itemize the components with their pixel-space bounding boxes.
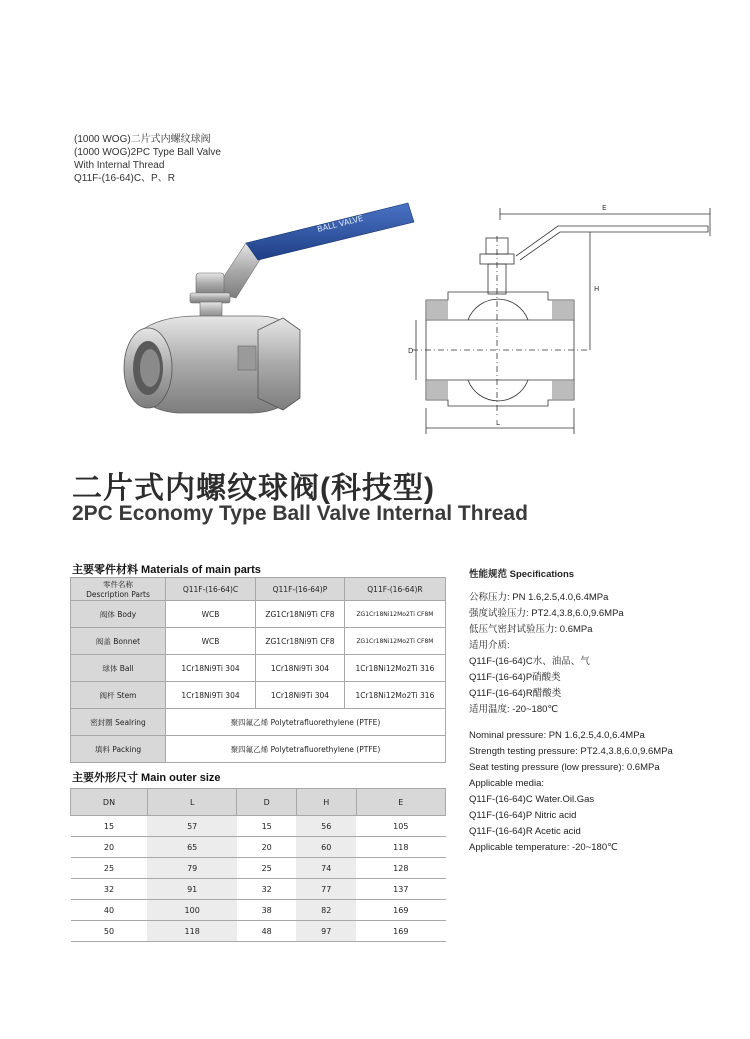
dim-label-l: L [496, 419, 500, 427]
spec-line: Applicable media: [469, 778, 544, 789]
table-cell: 25 [71, 858, 148, 879]
product-caption [74, 133, 221, 185]
valve-handle [213, 203, 414, 298]
dim-header: E [356, 789, 445, 816]
spec-line: Q11F-(16-64)R Acetic acid [469, 826, 581, 837]
dim-label-h: H [594, 285, 600, 293]
table-cell: 1Cr18Ni9Ti 304 [256, 655, 345, 682]
spec-line: 公称压力: PN 1.6,2.5,4.0,6.4MPa [469, 592, 609, 603]
table-cell: 65 [147, 837, 236, 858]
table-cell: 32 [71, 879, 148, 900]
spec-line: 低压气密封试验压力: 0.6MPa [469, 624, 593, 635]
table-cell: 1Cr18Ni9Ti 304 [166, 655, 256, 682]
table-cell: 100 [147, 900, 236, 921]
spec-line: Strength testing pressure: PT2.4,3.8,6.0,9.6MPa [469, 746, 673, 757]
table-row [71, 879, 446, 900]
dim-header: D [237, 789, 297, 816]
table-row [71, 628, 446, 655]
spec-line: Q11F-(16-64)C水、油品、气 [469, 656, 590, 667]
outer-size-title: 主要外形尺寸 Main outer size [72, 772, 221, 784]
table-cell: 91 [147, 879, 236, 900]
table-cell: 137 [356, 879, 445, 900]
row-label: 球体 Ball [71, 655, 166, 682]
table-row [71, 900, 446, 921]
spec-line: Q11F-(16-64)R醋酸类 [469, 688, 562, 699]
table-row [71, 655, 446, 682]
materials-table [70, 577, 446, 763]
spec-line: 适用介质: [469, 640, 510, 651]
table-cell: 105 [356, 816, 445, 837]
table-cell: 1Cr18Ni9Ti 304 [166, 682, 256, 709]
valve-section-drawing [408, 196, 728, 438]
specifications-en [469, 728, 673, 856]
spec-line: Q11F-(16-64)C Water.Oil.Gas [469, 794, 595, 805]
outer-size-table [70, 788, 446, 942]
table-cell: 169 [356, 900, 445, 921]
table-cell: 25 [237, 858, 297, 879]
table-row [71, 601, 446, 628]
materials-header-col: Q11F-(16-64)P [256, 578, 345, 601]
specifications-cn [469, 590, 624, 718]
caption-line: (1000 WOG)二片式内螺纹球阀 [74, 134, 211, 145]
spec-line: Q11F-(16-64)P Nitric acid [469, 810, 577, 821]
materials-header-desc [71, 578, 166, 601]
handle-text: BALL VALVE [316, 213, 365, 234]
table-cell: 128 [356, 858, 445, 879]
row-label: 阀体 Body [71, 601, 166, 628]
caption-line: (1000 WOG)2PC Type Ball Valve [74, 147, 221, 158]
table-cell: ZG1Cr18Ni9Ti CF8 [256, 601, 345, 628]
table-cell: WCB [166, 601, 256, 628]
dim-header: DN [71, 789, 148, 816]
row-label: 阀杆 Stem [71, 682, 166, 709]
table-cell: 聚四氟乙烯 Polytetrafluorethylene (PTFE) [166, 709, 446, 736]
table-row [71, 709, 446, 736]
table-cell: 57 [147, 816, 236, 837]
table-cell: 20 [71, 837, 148, 858]
page-title-cn: 二片式内螺纹球阀(科技型) [72, 472, 435, 505]
materials-title: 主要零件材料 Materials of main parts [72, 564, 261, 576]
table-cell: ZG1Cr18Ni12Mo2Ti CF8M [344, 601, 445, 628]
table-row [71, 816, 446, 837]
materials-header-col: Q11F-(16-64)R [344, 578, 445, 601]
table-cell: 169 [356, 921, 445, 942]
table-cell: 118 [147, 921, 236, 942]
table-cell: WCB [166, 628, 256, 655]
page-title-en: 2PC Economy Type Ball Valve Internal Thread [72, 502, 528, 525]
spec-line: 适用温度: -20~180℃ [469, 704, 559, 715]
table-cell: 38 [237, 900, 297, 921]
table-cell: 32 [237, 879, 297, 900]
table-row [71, 837, 446, 858]
dim-label-e: E [602, 204, 607, 212]
dim-label-d: D [408, 347, 414, 355]
table-cell: 1Cr18Ni9Ti 304 [256, 682, 345, 709]
table-row [71, 682, 446, 709]
dim-header: H [296, 789, 356, 816]
dim-header: L [147, 789, 236, 816]
spec-line: Q11F-(16-64)P硝酸类 [469, 672, 561, 683]
caption-line: With Internal Thread [74, 160, 165, 171]
ball-valve-photo [118, 198, 428, 428]
row-label: 填料 Packing [71, 736, 166, 763]
spec-line: Nominal pressure: PN 1.6,2.5,4.0,6.4MPa [469, 730, 645, 741]
table-cell: 15 [237, 816, 297, 837]
spec-line: Seat testing pressure (low pressure): 0.6MPa [469, 762, 660, 773]
table-cell: ZG1Cr18Ni9Ti CF8 [256, 628, 345, 655]
header-desc-cn: 零件名称 [103, 580, 133, 589]
spec-line: Applicable temperature: -20~180℃ [469, 842, 618, 853]
table-row [71, 858, 446, 879]
specifications-title: 性能规范 Specifications [469, 569, 575, 580]
row-label: 密封圈 Sealring [71, 709, 166, 736]
table-cell: ZG1Cr18Ni12Mo2Ti CF8M [344, 628, 445, 655]
table-cell: 40 [71, 900, 148, 921]
header-desc-en: Description Parts [86, 590, 150, 599]
table-cell: 77 [296, 879, 356, 900]
table-cell: 118 [356, 837, 445, 858]
table-cell: 1Cr18Ni12Mo2Ti 316 [344, 655, 445, 682]
table-cell: 74 [296, 858, 356, 879]
materials-header-col: Q11F-(16-64)C [166, 578, 256, 601]
table-row [71, 736, 446, 763]
table-cell: 50 [71, 921, 148, 942]
caption-line: Q11F-(16-64)C、P、R [74, 173, 175, 184]
table-cell: 聚四氟乙烯 Polytetrafluorethylene (PTFE) [166, 736, 446, 763]
table-cell: 82 [296, 900, 356, 921]
table-cell: 79 [147, 858, 236, 879]
table-cell: 20 [237, 837, 297, 858]
table-cell: 97 [296, 921, 356, 942]
row-label: 阀盖 Bonnet [71, 628, 166, 655]
table-cell: 48 [237, 921, 297, 942]
table-row [71, 921, 446, 942]
table-cell: 60 [296, 837, 356, 858]
table-cell: 56 [296, 816, 356, 837]
table-cell: 1Cr18Ni12Mo2Ti 316 [344, 682, 445, 709]
table-cell: 15 [71, 816, 148, 837]
spec-line: 强度试验压力: PT2.4,3.8,6.0,9.6MPa [469, 608, 624, 619]
